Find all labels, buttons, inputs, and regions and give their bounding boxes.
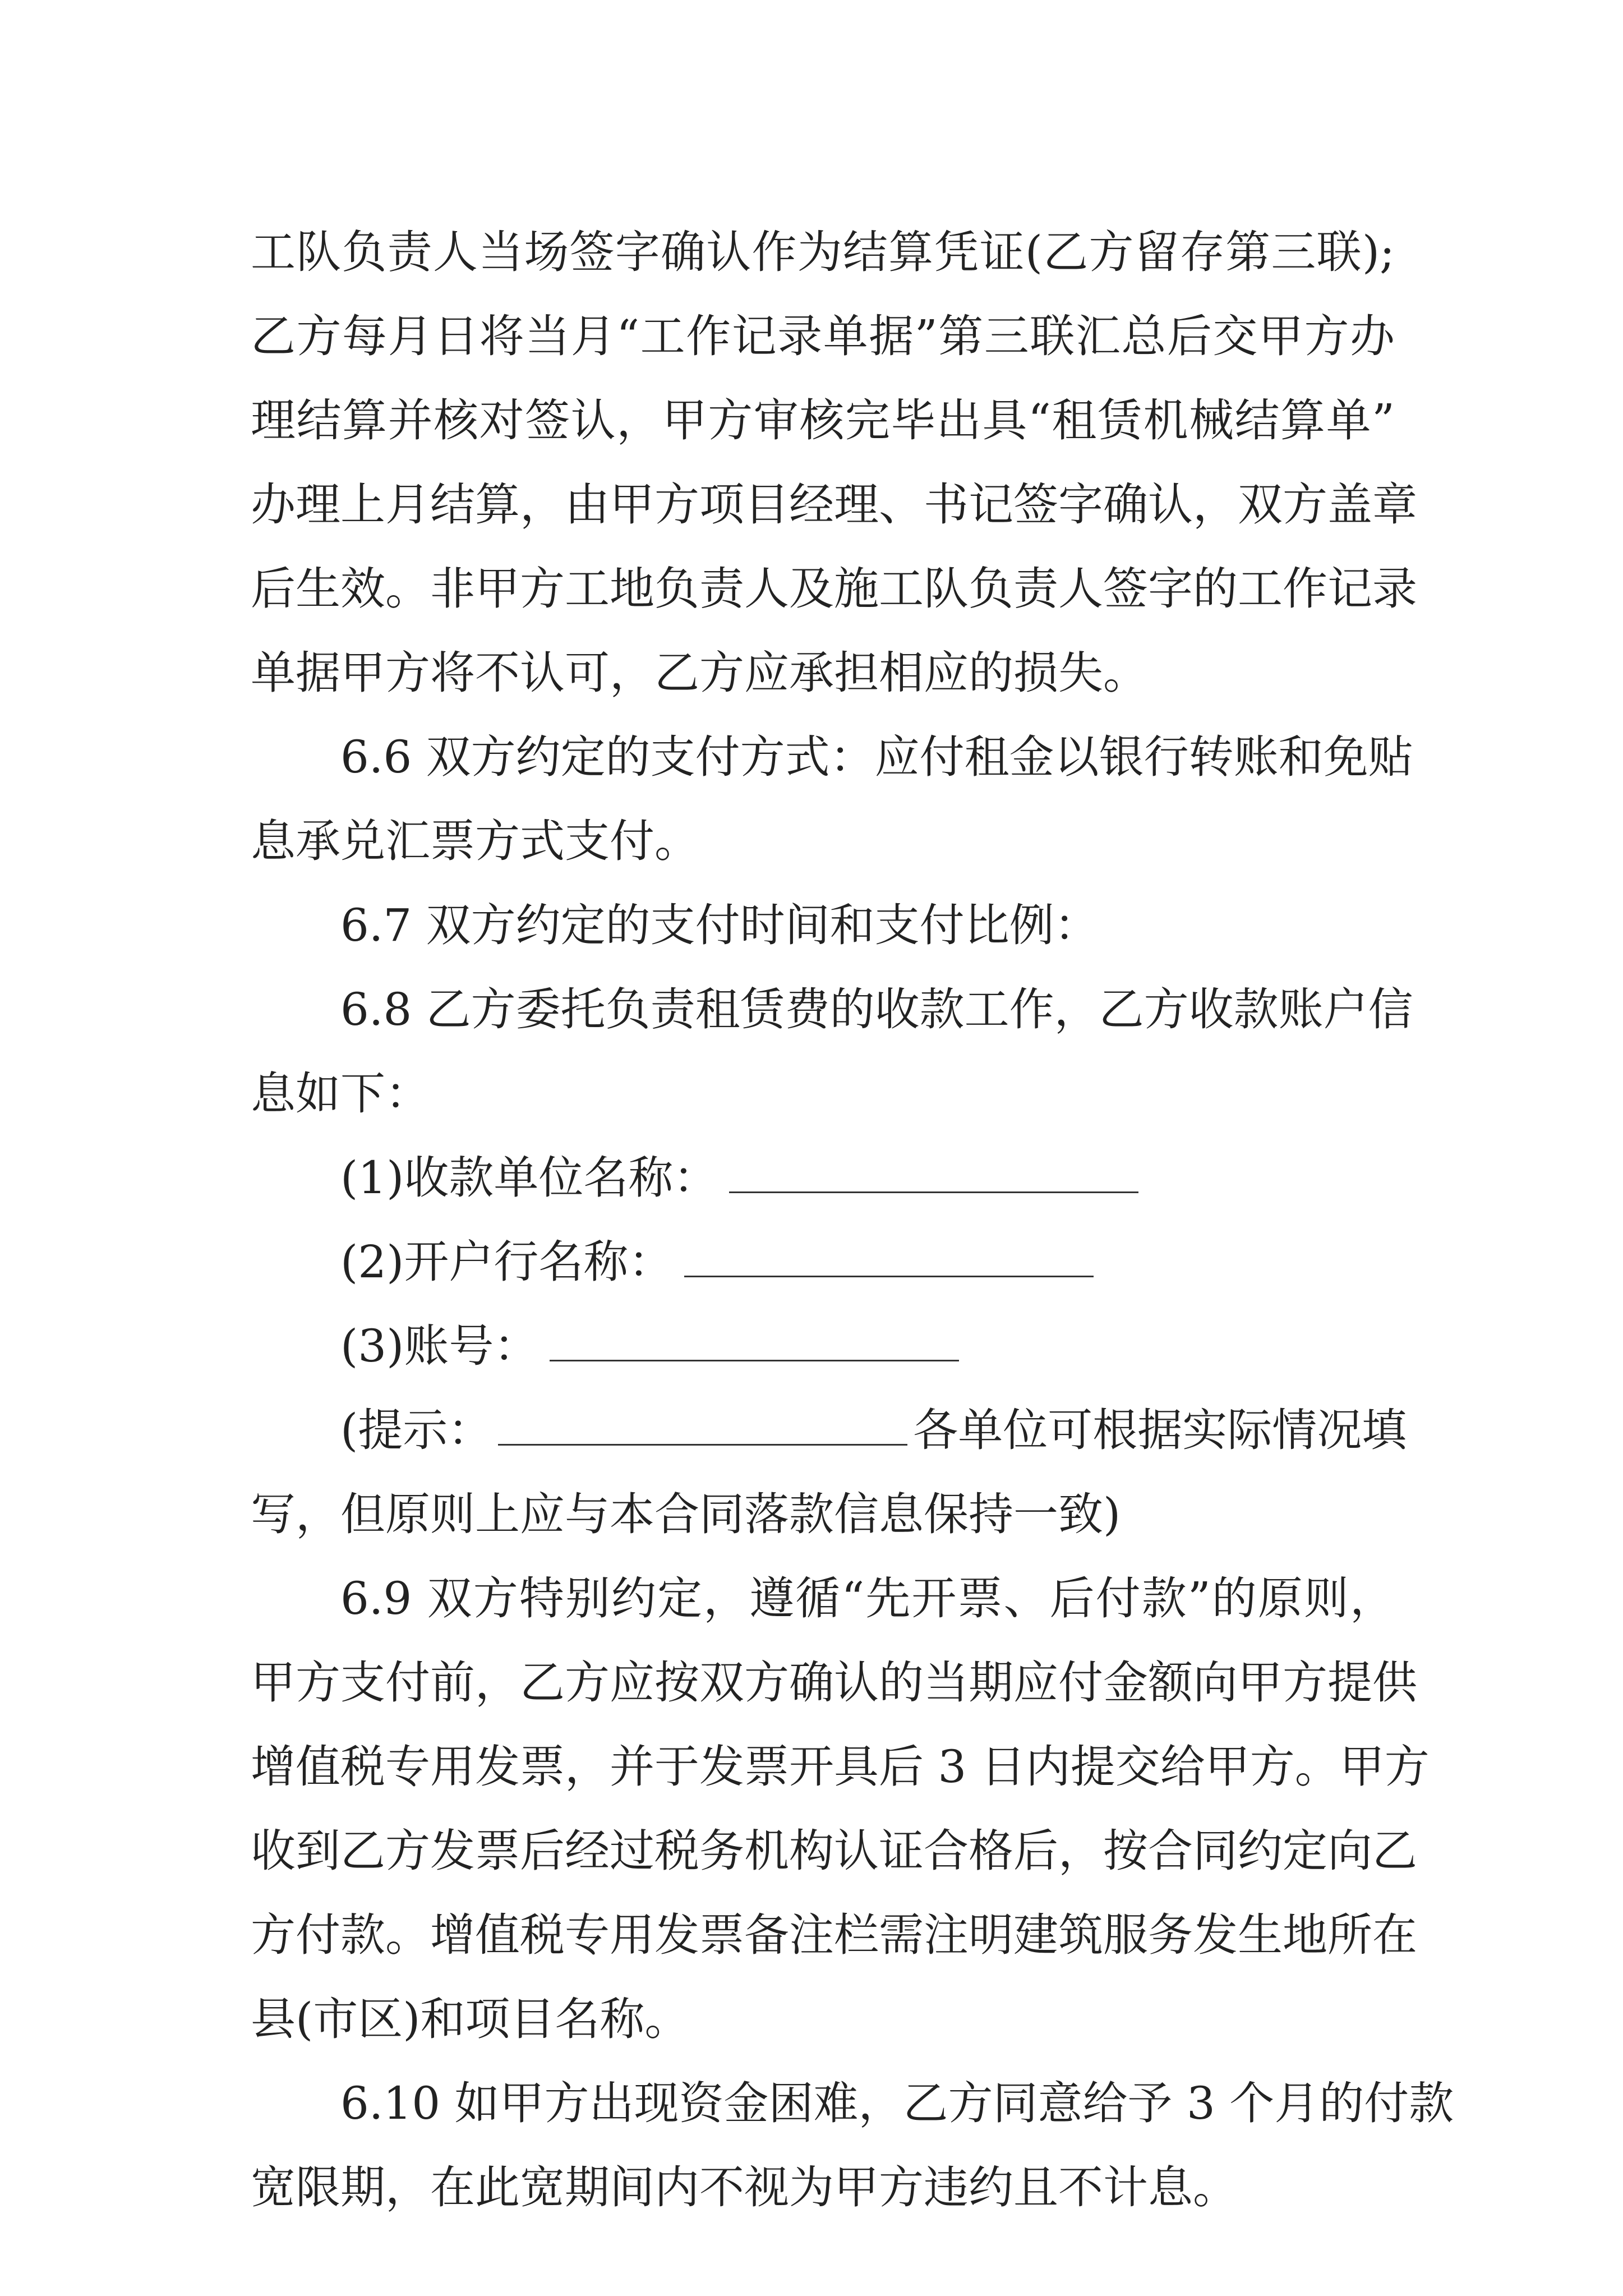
clause-6-6-line: 息承兑汇票方式支付。 bbox=[251, 815, 699, 867]
account-number-row bbox=[251, 1304, 1395, 1388]
paragraph-line: 工队负责人当场签字确认作为结算凭证(乙方留存第三联); bbox=[251, 226, 1395, 278]
clause-6-10-line: 6.10 如甲方出现资金困难，乙方同意给予 3 个月的付款 bbox=[340, 2077, 1454, 2129]
clause-6-9-line: 方付款。增值税专用发票备注栏需注明建筑服务发生地所在 bbox=[251, 1909, 1417, 1961]
hint-row bbox=[251, 1388, 1407, 1473]
payee-name-row bbox=[251, 1136, 1395, 1220]
account-number-label: (3)账号： bbox=[340, 1320, 539, 1372]
clause-6-7-line: 6.7 双方约定的支付时间和支付比例： bbox=[340, 899, 1099, 951]
hint-line: 写，但原则上应与本合同落款信息保持一致) bbox=[251, 1488, 1121, 1540]
clause-6-8-line: 6.8 乙方委托负责租赁费的收款工作，乙方收款账户信 bbox=[340, 983, 1413, 1036]
payee-name-label: (1)收款单位名称： bbox=[340, 1152, 718, 1204]
clause-6-9-line: 甲方支付前，乙方应按双方确认的当期应付金额向甲方提供 bbox=[251, 1657, 1417, 1709]
document-body bbox=[251, 210, 1454, 2230]
paragraph-line: 后生效。非甲方工地负责人及施工队负责人签字的工作记录 bbox=[251, 563, 1417, 615]
bank-name-blank bbox=[684, 1234, 1094, 1277]
paragraph-line: 单据甲方将不认可，乙方应承担相应的损失。 bbox=[251, 647, 1148, 699]
clause-6-8-line: 息如下： bbox=[251, 1068, 430, 1120]
bank-name-label: (2)开户行名称： bbox=[340, 1236, 674, 1288]
account-number-blank bbox=[550, 1318, 959, 1361]
clause-6-9-line: 县(市区)和项目名称。 bbox=[251, 1993, 690, 2045]
hint-suffix: 各单位可根据实际情况填 bbox=[913, 1404, 1407, 1456]
clause-6-10-line: 宽限期，在此宽期间内不视为甲方违约且不计息。 bbox=[251, 2161, 1238, 2214]
hint-prefix: (提示： bbox=[340, 1404, 493, 1456]
paragraph-line: 理结算并核对签认，甲方审核完毕出具“租赁机械结算单” bbox=[251, 394, 1395, 447]
hint-blank bbox=[498, 1402, 907, 1446]
clause-6-6-line: 6.6 双方约定的支付方式：应付租金以银行转账和免贴 bbox=[340, 731, 1413, 783]
payee-name-blank bbox=[729, 1149, 1138, 1193]
clause-6-9-line: 增值税专用发票，并于发票开具后 3 日内提交给甲方。甲方 bbox=[251, 1741, 1430, 1793]
clause-6-9-line: 收到乙方发票后经过税务机构认证合格后，按合同约定向乙 bbox=[251, 1825, 1417, 1877]
paragraph-line: 办理上月结算，由甲方项目经理、书记签字确认，双方盖章 bbox=[251, 478, 1417, 531]
bank-name-row bbox=[251, 1220, 1395, 1304]
paragraph-line: 乙方每月日将当月“工作记录单据”第三联汇总后交甲方办 bbox=[251, 310, 1395, 362]
clause-6-9-line: 6.9 双方特别约定，遵循“先开票、后付款”的原则， bbox=[340, 1572, 1395, 1625]
